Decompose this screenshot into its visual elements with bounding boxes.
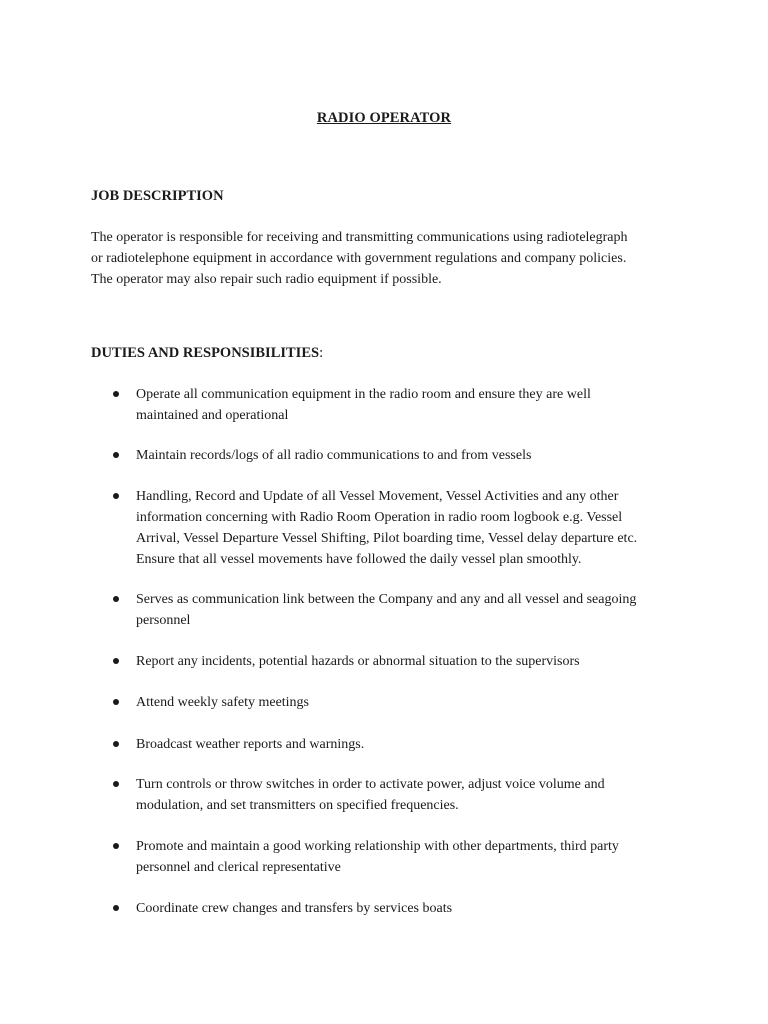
bullet-icon	[113, 699, 119, 705]
duties-heading	[91, 345, 323, 362]
bullet-icon	[113, 658, 119, 664]
duty-line: Report any incidents, potential hazards or abnormal situation to the supervisors	[136, 654, 580, 669]
bullet-icon	[113, 596, 119, 602]
paragraph-line: The operator may also repair such radio equipment if possible.	[91, 272, 442, 287]
duty-line: Broadcast weather reports and warnings.	[136, 737, 365, 752]
duty-line: personnel and clerical representative	[136, 860, 341, 875]
bullet-icon	[113, 741, 119, 747]
paragraph-line: or radiotelephone equipment in accordance with government regulations and company policies.	[91, 251, 627, 266]
job-description-heading: JOB DESCRIPTION	[91, 188, 224, 204]
duty-text	[136, 774, 696, 816]
duty-text	[136, 898, 696, 919]
bullet-icon	[113, 905, 119, 911]
duty-line: maintained and operational	[136, 408, 289, 423]
duty-line: Arrival, Vessel Departure Vessel Shifting, Pilot boarding time, Vessel delay departure etc.	[136, 531, 638, 546]
bullet-icon	[113, 391, 119, 397]
duty-text	[136, 692, 696, 713]
bullet-icon	[113, 493, 119, 499]
duty-line: Coordinate crew changes and transfers by services boats	[136, 901, 453, 916]
duty-line: Operate all communication equipment in the radio room and ensure they are well	[136, 387, 591, 402]
document-title: RADIO OPERATOR	[316, 110, 452, 126]
duty-text	[136, 486, 696, 570]
duty-text	[136, 384, 696, 426]
duty-line: Handling, Record and Update of all Vessel Movement, Vessel Activities and any other	[136, 489, 619, 504]
duties-heading-colon: :	[319, 345, 324, 361]
bullet-icon	[113, 843, 119, 849]
duty-text	[136, 589, 696, 631]
duty-text	[136, 734, 696, 755]
duty-line: personnel	[136, 613, 191, 628]
duty-text	[136, 445, 696, 466]
duty-text	[136, 651, 696, 672]
duty-text	[136, 836, 696, 878]
bullet-icon	[113, 452, 119, 458]
duty-line: modulation, and set transmitters on specified frequencies.	[136, 798, 459, 813]
duty-line: information concerning with Radio Room Operation in radio room logbook e.g. Vessel	[136, 510, 623, 525]
duty-line: Promote and maintain a good working relationship with other departments, third party	[136, 839, 619, 854]
duties-heading-text: DUTIES AND RESPONSIBILITIES	[91, 345, 320, 361]
duty-line: Serves as communication link between the Company and any and all vessel and seagoing	[136, 592, 637, 607]
job-description-paragraph	[91, 227, 691, 290]
duty-line: Attend weekly safety meetings	[136, 695, 310, 710]
duty-line: Ensure that all vessel movements have followed the daily vessel plan smoothly.	[136, 552, 582, 567]
bullet-icon	[113, 781, 119, 787]
paragraph-line: The operator is responsible for receiving and transmitting communications using radiotelegraph	[91, 230, 628, 245]
duty-line: Maintain records/logs of all radio communications to and from vessels	[136, 448, 532, 463]
duty-line: Turn controls or throw switches in order to activate power, adjust voice volume and	[136, 777, 605, 792]
